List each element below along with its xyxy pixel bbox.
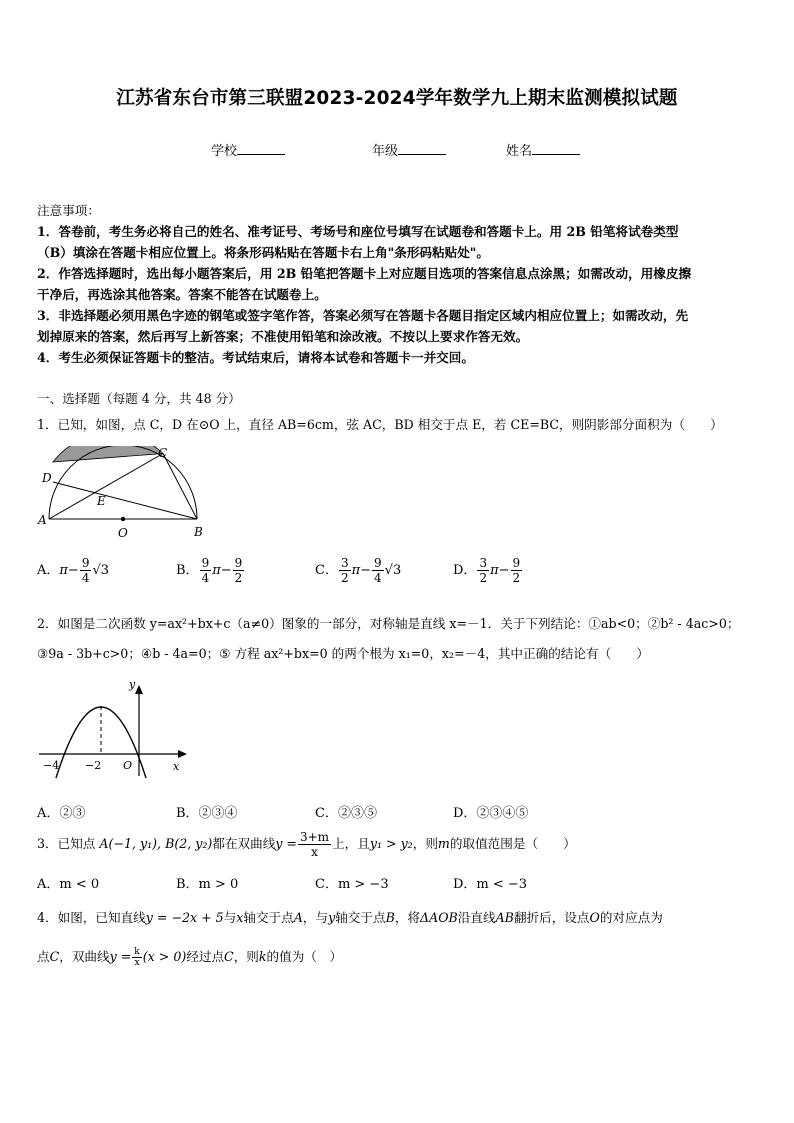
y-label: y (129, 678, 136, 691)
q3-option-c[interactable]: C．m > −3 (315, 877, 389, 892)
x-label: x (173, 760, 180, 773)
q1-option-c[interactable]: C． $\frac{3}{2}$ π− $\frac{9}{4}$ √3 (315, 556, 402, 585)
segment-bc (163, 454, 197, 520)
q3-stem: 3．已知点 A(−1, y₁), B(2, y₂)都在双曲线y = $\frac{3+m}{x}$ 上，且y₁ > y₂，则m的取值范围是（ ） (37, 830, 576, 859)
note-line: 划掉原来的答案，然后再写上新答案；不准使用铅笔和涂改液。不按以上要求作答无效。 (37, 329, 529, 344)
label-a: A (38, 513, 47, 527)
label-o: O (118, 526, 128, 540)
q2-option-c[interactable]: C．②③⑤ (315, 806, 377, 821)
name-blank (532, 141, 580, 155)
page-title: 江苏省东台市第三联盟2023-2024学年数学九上期末监测模拟试题 (116, 88, 678, 109)
chord-bd (53, 482, 197, 519)
note-line: 2．作答选择题时，选出每小题答案后，用 2B 铅笔把答题卡上对应题目选项的答案信息点涂黑；如需改动，用橡皮擦 (37, 266, 692, 281)
q4-line1: 4．如图，已知直线y = −2x + 5与x轴交于点A，与y轴交于点B，将ΔAOB沿直线AB翻折后，设点O的对应点为 (37, 910, 663, 925)
q3-option-b[interactable]: B．m > 0 (176, 877, 239, 892)
q2-line1: 2．如图是二次函数 y=ax²+bx+c（a≠0）图象的一部分，对称轴是直线 x=－1．关于下列结论：①ab<0；②b² - 4ac>0； (37, 616, 740, 631)
q2-option-d[interactable]: D．②③④⑤ (453, 806, 529, 821)
note-line: 干净后，再选涂其他答案。答案不能答在试题卷上。 (37, 287, 327, 302)
name-field: 姓名 (506, 140, 580, 159)
center-point (121, 517, 125, 521)
q1-option-d[interactable]: D． $\frac{3}{2}$ π− $\frac{9}{2}$ (453, 556, 521, 585)
x-axis-arrow (178, 750, 187, 758)
label-e: E (97, 494, 106, 508)
q4-line2: 点C，双曲线y = $\frac{k}{x}$ (x > 0)经过点C，则k的值为（ ） (37, 947, 343, 968)
school-field: 学校 (211, 140, 285, 159)
note-line: （B）填涂在答题卡相应位置上。将条形码粘贴在答题卡右上角"条形码粘贴处"。 (37, 245, 489, 260)
q2-option-a[interactable]: A．②③ (37, 806, 86, 821)
note-line: 1．答卷前，考生务必将自己的姓名、准考证号、考场号和座位号填写在试题卷和答题卡上。用 2B 铅笔将试卷类型 (37, 224, 679, 239)
y-axis-arrow (135, 685, 143, 694)
q1-circle-figure (37, 446, 205, 540)
q3-option-a[interactable]: A．m < 0 (37, 877, 100, 892)
q1-stem: 1．已知，如图，点 C，D 在⊙O 上，直径 AB=6cm，弦 AC，BD 相交于点 E，若 CE=BC，则阴影部分面积为（ ） (37, 417, 723, 432)
q2-line2: ③9a - 3b+c>0；④b - 4a=0；⑤ 方程 ax²+bx=0 的两个根为 x₁=0，x₂=－4，其中正确的结论有（ ） (37, 646, 649, 661)
q1-option-b[interactable]: B． $\frac{9}{4}$ π− $\frac{9}{2}$ (176, 556, 243, 585)
origin-label: O (123, 759, 133, 772)
q2-parabola-graph (37, 676, 197, 780)
tick-label: −2 (85, 759, 102, 772)
grade-blank (398, 141, 446, 155)
q1-option-a[interactable]: A．π− $\frac{9}{4}$ √3 (37, 556, 110, 585)
chord-ac (49, 454, 163, 520)
school-blank (237, 141, 285, 155)
label-c: C (158, 446, 168, 460)
q2-option-b[interactable]: B．②③④ (176, 806, 238, 821)
section-heading: 一、选择题（每题 4 分，共 48 分） (37, 391, 241, 406)
label-d: D (42, 471, 52, 485)
label-b: B (194, 525, 203, 539)
note-line: 4．考生必须保证答题卡的整洁。考试结束后，请将本试卷和答题卡一并交回。 (37, 350, 474, 365)
grade-field: 年级 (372, 140, 446, 159)
notes-heading: 注意事项： (37, 203, 100, 218)
note-line: 3．非选择题必须用黑色字迹的钢笔或签字笔作答，答案必须写在答题卡各题目指定区域内相应位置上；如需改动，先 (37, 308, 689, 323)
tick-label: −4 (43, 759, 60, 772)
q3-option-d[interactable]: D．m < −3 (453, 877, 528, 892)
